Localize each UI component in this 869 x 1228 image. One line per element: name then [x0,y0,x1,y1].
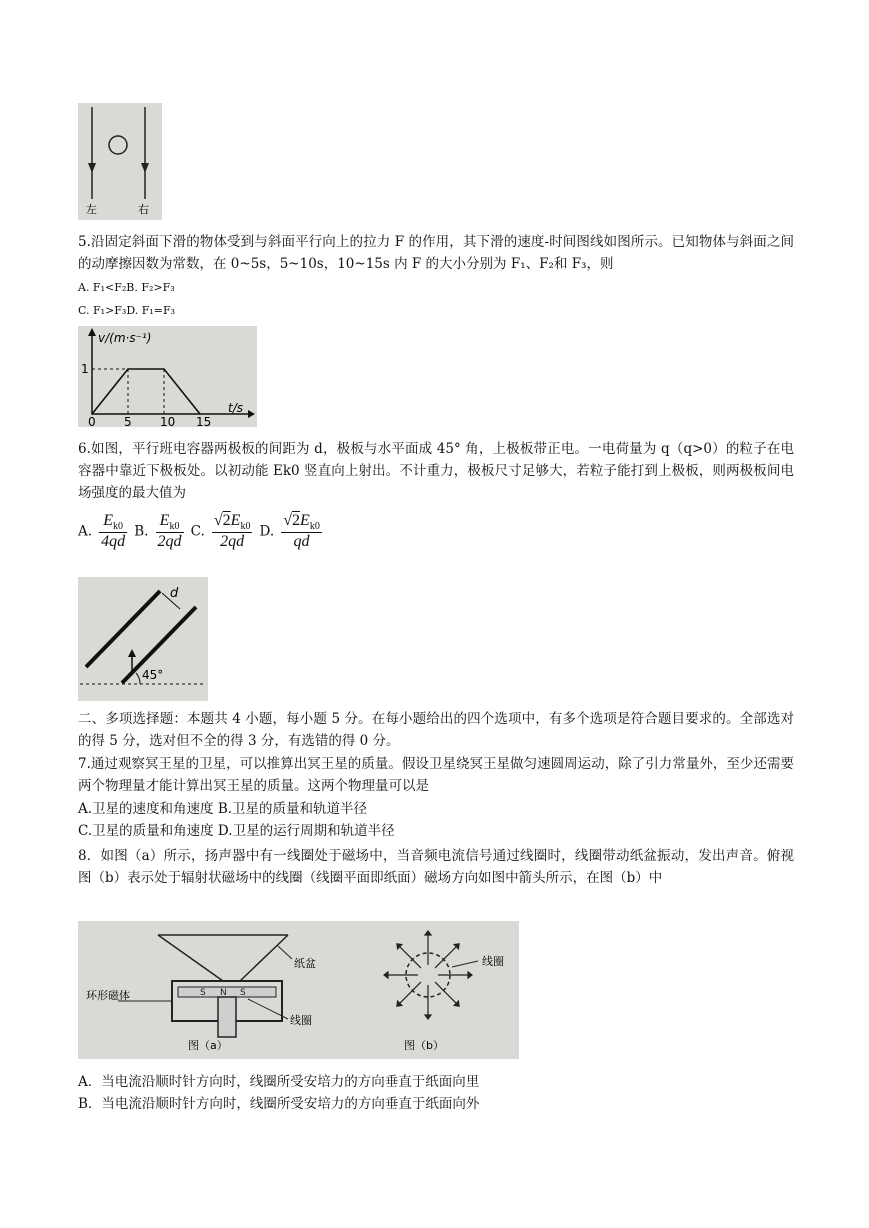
q7-option-ab: A.卫星的速度和角速度 B.卫星的质量和轨道半径 [78,801,368,817]
field-arrow-head [468,972,472,978]
magnet-label: 环形磁体 [86,989,130,1002]
d-label: d [170,586,179,601]
q8-text: 8．如图（a）所示，扬声器中有一线圈处于磁场中，当音频电流信号通过线圈时，线圈带动纸盆振动，发出声音。俯视图（b）表示处于辐射状磁场中的线圈（线圈平面即纸面）磁场方向如图中箭头所示，在图（b）中 [78,848,794,886]
right-label: 右 [138,203,149,216]
q6-options [78,512,378,562]
vt-graph [78,326,257,427]
left-label: 左 [86,203,97,216]
fig-b-caption: 图（b） [404,1039,444,1052]
q6-option-a-label: A. [78,523,93,540]
q8-option-a: A．当电流沿顺时针方向时，线圈所受安培力的方向垂直于纸面向里 [78,1074,480,1090]
vt-xtick: 15 [196,415,212,427]
field-arrow-head [384,972,388,978]
coil-a-label: 线圈 [290,1014,312,1027]
vt-xtick: 10 [160,415,176,427]
q6-option-c-label: C. [190,523,205,540]
section2-text: 二、多项选择题：本题共 4 小题，每小题 5 分。在每小题给出的四个选项中，有多个选项是符合题目要求的。全部选对的得 5 分，选对但不全的得 3 分，有选错的得 0 分。 [78,711,794,749]
svg-text:S: S [200,988,206,998]
speaker-figure [78,921,519,1059]
coil-b-label: 线圈 [482,955,504,968]
field-arrow [435,947,456,968]
q6-option-b-fraction: $\frac{E_{k0}}{2qd}$ [157,512,182,551]
vt-ytick: 1 [81,362,89,376]
vt-xlabel: t/s [228,401,243,415]
q6-option-b-den: 2qd [157,533,182,551]
q7-option-cd: C.卫星的质量和角速度 D.卫星的运行周期和轨道半径 [78,823,395,839]
q6-option-a-den: 4qd [101,533,126,551]
figure-field-lines [78,103,162,220]
q6-text: 6.如图，平行班电容器两极板的间距为 d，极板与水平面成 45° 角，上极板带正电。一电荷量为 q（q>0）的粒子在电容器中靠近下极板处。以初动能 Ek0 竖直向上射出。不计重力，极板尺寸足够大，若粒子能打到上极板，则两极板间电场强度的最大值为 [78,441,794,501]
q5-option-cd: C. F₁>F₃D. F₁=F₃ [78,304,176,317]
field-arrow [400,947,421,968]
capacitor-figure [78,577,208,701]
svg-text:S: S [240,988,246,998]
q6-option-d-label: D. [259,523,275,540]
field-arrow-head [425,931,431,935]
vt-ylabel: v/(m·s⁻¹) [98,331,152,345]
q7-text: 7.通过观察冥王星的卫星，可以推算出冥王星的质量。假设卫星绕冥王星做匀速圆周运动，除了引力常量外，至少还需要两个物理量才能计算出冥王星的质量。这两个物理量可以是 [78,756,794,794]
q6-option-c-den: 2qd [220,533,245,551]
fig-a-caption: 图（a） [188,1039,228,1052]
field-arrow [400,982,421,1003]
q5-option-ab: A. F₁<F₂B. F₂>F₃ [78,281,175,294]
q5-text: 5.沿固定斜面下滑的物体受到与斜面平行向上的拉力 F 的作用，其下滑的速度-时间图线如图所示。已知物体与斜面之间的动摩擦因数为常数，在 0~5s，5~10s，10~15s 内 F 的大小分别为 F₁、F₂和 F₃，则 [78,234,794,272]
angle-label: 45° [142,668,164,682]
q6-option-b-label: B. [134,523,149,540]
vt-series-line [92,369,200,414]
q8-option-b: B．当电流沿顺时针方向时，线圈所受安培力的方向垂直于纸面向外 [78,1096,480,1112]
field-arrow [435,982,456,1003]
field-arrow-head [425,1015,431,1019]
q6-option-a-fraction: $\frac{E_{k0}}{4qd}$ [101,512,126,551]
vt-xtick: 5 [124,415,132,427]
vt-xtick: 0 [88,415,96,427]
svg-text:N: N [220,988,227,998]
q6-option-d-fraction: $\frac{√2E_{k0}}{qd}$ [283,512,320,551]
q6-option-d-den: qd [293,533,310,551]
q6-option-c-fraction: $\frac{√2E_{k0}}{2qd}$ [213,512,251,551]
cone-label: 纸盆 [294,957,316,970]
